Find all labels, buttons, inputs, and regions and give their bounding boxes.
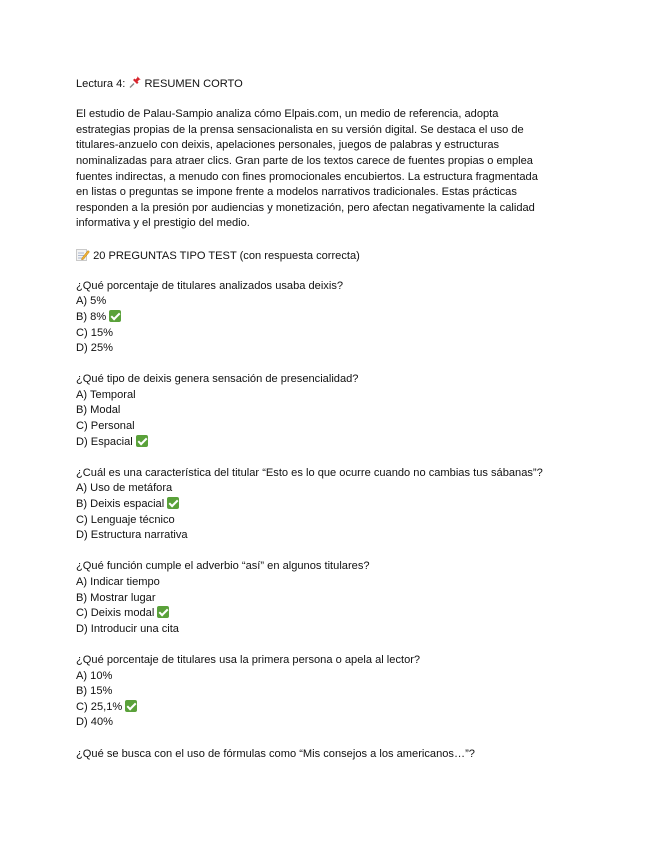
option: C) 15%	[76, 326, 113, 339]
option-label: B) Deixis espacial	[76, 498, 165, 511]
question-block	[76, 653, 581, 731]
option: A) Indicar tiempo	[76, 576, 160, 588]
option: A) Temporal	[76, 388, 136, 401]
question-block	[76, 559, 581, 637]
option-label: C) Deixis modal	[76, 607, 155, 620]
question-text: ¿Qué función cumple el adverbio “así” en algunos titulares?	[76, 560, 370, 573]
pushpin-icon	[128, 76, 141, 95]
option: D) Introducir una cita	[76, 622, 179, 635]
question-text: ¿Qué porcentaje de titulares analizados usaba deixis?	[76, 279, 344, 292]
question-text: ¿Cuál es una característica del titular “Esto es lo que ocurre cuando no cambias tus sábanas”?	[76, 466, 543, 479]
option-correct	[76, 606, 581, 622]
option: B) Modal	[76, 404, 121, 417]
option: D) 40%	[76, 716, 113, 729]
question-block	[76, 279, 581, 357]
option-correct	[76, 435, 581, 451]
option: C) Personal	[76, 420, 135, 433]
summary-line: nominalizadas para atraer clics. Gran parte de los textos carece de fuentes propias o emplea	[76, 154, 533, 167]
option-correct	[76, 310, 581, 326]
option-label: C) 25,1%	[76, 700, 123, 713]
summary-line: responden a la presión por audiencias y monetización, pero afectan negativamente la calidad	[76, 201, 535, 214]
reading-heading	[76, 76, 581, 92]
summary-line: titulares-anzuelo con deixis, apelaciones personales, juegos de palabras y estructuras	[76, 139, 500, 152]
question-text: ¿Qué tipo de deixis genera sensación de presencialidad?	[76, 373, 359, 386]
option: B) 15%	[76, 685, 113, 698]
quiz-heading	[76, 248, 581, 264]
memo-pencil-icon	[76, 248, 90, 267]
option: D) Estructura narrativa	[76, 529, 188, 542]
option: B) Mostrar lugar	[76, 591, 156, 604]
summary-line: en listas o preguntas se impone frente a modelos narrativos tradicionales. Estas prácticas	[76, 186, 517, 199]
summary-line: informativa y el prestigio del medio.	[76, 217, 250, 230]
check-mark-icon	[136, 435, 148, 447]
summary-paragraph	[76, 107, 576, 232]
document-content	[76, 76, 581, 762]
option-correct	[76, 497, 581, 513]
heading-title: RESUMEN CORTO	[144, 78, 243, 90]
option: A) 10%	[76, 669, 113, 682]
check-mark-icon	[125, 700, 137, 712]
option-label: D) Espacial	[76, 435, 133, 448]
option-correct	[76, 700, 581, 716]
option: D) 25%	[76, 342, 113, 355]
quiz-title: 20 PREGUNTAS TIPO TEST (con respuesta correcta)	[93, 249, 360, 262]
heading-prefix: Lectura 4:	[76, 78, 126, 90]
option: C) Lenguaje técnico	[76, 513, 175, 526]
option-label: B) 8%	[76, 310, 107, 323]
option: A) 5%	[76, 295, 107, 308]
check-mark-icon	[109, 310, 121, 322]
summary-line: estrategias propias de la prensa sensacionalista en su versión digital. Se destaca el uso de	[76, 123, 524, 136]
option: A) Uso de metáfora	[76, 482, 173, 495]
check-mark-icon	[167, 497, 179, 509]
question-block	[76, 372, 581, 450]
question-text-last: ¿Qué se busca con el uso de fórmulas como “Mis consejos a los americanos…”?	[76, 747, 475, 760]
question-text: ¿Qué porcentaje de titulares usa la primera persona o apela al lector?	[76, 653, 421, 666]
summary-line: fuentes indirectas, a menudo con fines promocionales encubiertos. La estructura fragmentada	[76, 170, 538, 183]
summary-line: El estudio de Palau-Sampio analiza cómo Elpais.com, un medio de referencia, adopta	[76, 108, 499, 121]
check-mark-icon	[157, 606, 169, 618]
question-block	[76, 466, 581, 544]
